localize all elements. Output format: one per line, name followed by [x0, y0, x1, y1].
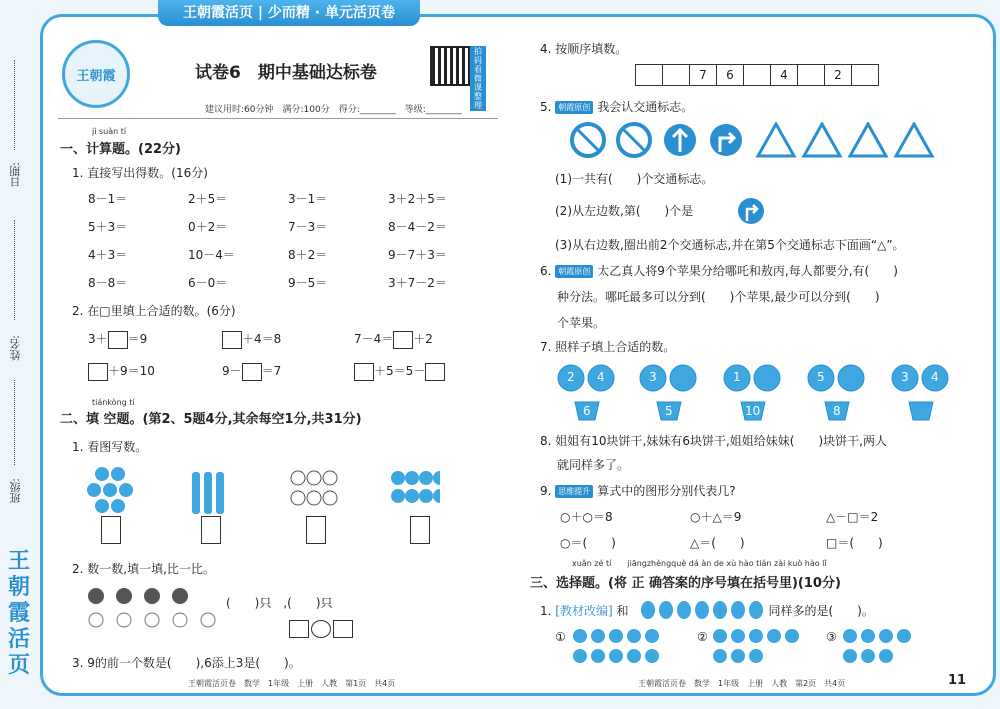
answer-box[interactable]	[201, 516, 221, 544]
calc-item[interactable]: 8＋2＝	[288, 248, 328, 262]
calc-item[interactable]: 8－1＝	[88, 192, 128, 206]
brand-logo-vertical: 王朝霞活页	[7, 548, 30, 678]
seq-cell[interactable]	[635, 64, 663, 86]
answer-box[interactable]	[306, 516, 326, 544]
section-3-q1: 1. [教材改编] 和 同样多的是( )。	[540, 604, 874, 618]
picture-count-figures	[80, 458, 440, 548]
page-number: 11	[948, 673, 967, 688]
question-1-1: 1. 直接写出得数。(16分)	[72, 166, 208, 180]
fill-item: 7－4＝ ＋2	[354, 330, 433, 349]
calc-item[interactable]: 7－3＝	[288, 220, 328, 234]
question-2-2: 2. 数一数,填一填,比一比。	[72, 562, 215, 576]
calc-item[interactable]: 10－4＝	[188, 248, 235, 262]
answer-box[interactable]	[108, 331, 128, 349]
calc-item[interactable]: 6－0＝	[188, 276, 228, 290]
question-1-2: 2. 在□里填上合适的数。(6分)	[72, 304, 236, 318]
question-5-1: (1)一共有( )个交通标志。	[555, 172, 714, 186]
calc-item[interactable]: 9－5＝	[288, 276, 328, 290]
compare-text: ( )只 ,( )只	[226, 596, 333, 610]
equation: △－□＝2	[826, 510, 879, 524]
date-label: 日期:	[9, 162, 22, 188]
footer-right: 王朝霞活页卷 数学 1年级 上册 人教 第2页 共4页	[638, 679, 846, 688]
pear-row	[640, 598, 775, 620]
calc-item[interactable]: 9－7＋3＝	[388, 248, 447, 262]
calc-item[interactable]: 8－8＝	[88, 276, 128, 290]
calc-item[interactable]: 0＋2＝	[188, 220, 228, 234]
answer-box[interactable]	[242, 363, 262, 381]
answer-blank[interactable]: ○＝( )	[560, 536, 616, 550]
exam-meta: 建议用时:60分钟 满分:100分 得分:________ 等级:________	[205, 105, 462, 115]
option-fruit-figures	[572, 628, 932, 668]
question-4: 4. 按顺序填数。	[540, 42, 628, 56]
turn-right-sign-icon	[737, 197, 765, 225]
publisher-logo: 王朝霞	[62, 40, 130, 108]
fill-item: ＋5＝5－	[354, 362, 445, 381]
traffic-signs	[570, 122, 950, 162]
seq-cell[interactable]	[662, 64, 690, 86]
calc-item[interactable]: 3＋7－2＝	[388, 276, 447, 290]
question-5: 5. 朝霞原创 我会认交通标志。	[540, 100, 694, 114]
flower-pots: 2 4 6 3 5 1 10 5 8 3 4	[555, 362, 955, 424]
question-5-2: (2)从左边数,第( )个是	[555, 204, 694, 218]
answer-box[interactable]	[354, 363, 374, 381]
seq-cell[interactable]	[743, 64, 771, 86]
pinyin: jì suàn tí	[92, 127, 127, 136]
pinyin: xuǎn zé tí jiāngzhèngquè dá àn de xù hào tián zài kuò hào lǐ	[572, 559, 827, 568]
question-6-line-3: 个苹果。	[557, 316, 606, 330]
answer-box[interactable]	[393, 331, 413, 349]
question-6: 6. 朝霞原创 太乙真人将9个苹果分给哪吒和敖丙,每人都要分,有( )	[540, 264, 898, 278]
compare-circle[interactable]	[311, 620, 331, 638]
seq-cell[interactable]	[797, 64, 825, 86]
answer-box[interactable]	[410, 516, 430, 544]
calc-item[interactable]: 3＋2＋5＝	[388, 192, 447, 206]
answer-blank[interactable]: □＝( )	[826, 536, 883, 550]
answer-box[interactable]	[289, 620, 309, 638]
calc-item[interactable]: 2＋5＝	[188, 192, 228, 206]
seq-cell[interactable]	[851, 64, 879, 86]
option-3[interactable]: ③	[826, 630, 837, 644]
seq-cell[interactable]: 7	[689, 64, 717, 86]
sequence-boxes	[636, 64, 879, 86]
question-8-line-2: 就同样多了。	[557, 458, 630, 472]
page-title: 试卷6 期中基础达标卷	[195, 63, 377, 83]
class-label: 班级:	[9, 478, 22, 504]
fill-item: 9－ ＝7	[222, 362, 281, 381]
answer-box[interactable]	[88, 363, 108, 381]
question-5-3: (3)从右边数,圈出前2个交通标志,并在第5个交通标志下面画“△”。	[555, 238, 905, 252]
question-9: 9. 思维提升 算式中的图形分别代表几?	[540, 484, 736, 498]
answer-box[interactable]	[222, 331, 242, 349]
question-8: 8. 姐姐有10块饼干,妹妹有6块饼干,姐姐给妹妹( )块饼干,两人	[540, 434, 887, 448]
calc-item[interactable]: 3－1＝	[288, 192, 328, 206]
panda-and-chick-figures	[84, 582, 224, 632]
question-2-1: 1. 看图写数。	[72, 440, 148, 454]
calc-item[interactable]: 4＋3＝	[88, 248, 128, 262]
section-3-heading: 三、选择题。(将 正 确答案的序号填在括号里)(10分)	[530, 576, 841, 591]
option-2[interactable]: ②	[697, 630, 708, 644]
seq-cell[interactable]: 4	[770, 64, 798, 86]
answer-box[interactable]	[333, 620, 353, 638]
equation: ○＋○＝8	[560, 510, 613, 524]
answer-box[interactable]	[101, 516, 121, 544]
section-1-heading: 一、计算题。(22分)	[60, 142, 181, 157]
fill-item: ＋9＝10	[88, 362, 155, 381]
seq-cell[interactable]: 6	[716, 64, 744, 86]
fill-item: ＋4＝8	[222, 330, 281, 349]
question-7: 7. 照样子填上合适的数。	[540, 340, 676, 354]
answer-blank[interactable]: △＝( )	[690, 536, 745, 550]
compare-boxes	[289, 620, 353, 638]
section-2-heading: 二、填 空题。(第2、5题4分,其余每空1分,共31分)	[60, 412, 362, 427]
calc-item[interactable]: 8－4－2＝	[388, 220, 447, 234]
equation: ○＋△＝9	[690, 510, 742, 524]
option-1[interactable]: ①	[555, 630, 566, 644]
seq-cell[interactable]: 2	[824, 64, 852, 86]
name-label: 姓名:	[9, 335, 22, 361]
pinyin: tiánkòng tí	[92, 398, 135, 407]
qr-label: 拍码看微课整理	[470, 46, 486, 111]
answer-box[interactable]	[425, 363, 445, 381]
question-2-3: 3. 9的前一个数是( ),6添上3是( )。	[72, 656, 301, 670]
fill-item: 3＋ ＝9	[88, 330, 147, 349]
qr-code-icon[interactable]	[430, 46, 470, 86]
question-6-line-2: 种分法。哪吒最多可以分到( )个苹果,最少可以分到( )	[557, 290, 880, 304]
calc-item[interactable]: 5＋3＝	[88, 220, 128, 234]
student-info-margin	[0, 0, 38, 709]
series-banner: 王朝霞活页 | 少而精 · 单元活页卷	[158, 0, 420, 26]
footer-left: 王朝霞活页卷 数学 1年级 上册 人教 第1页 共4页	[188, 679, 396, 688]
